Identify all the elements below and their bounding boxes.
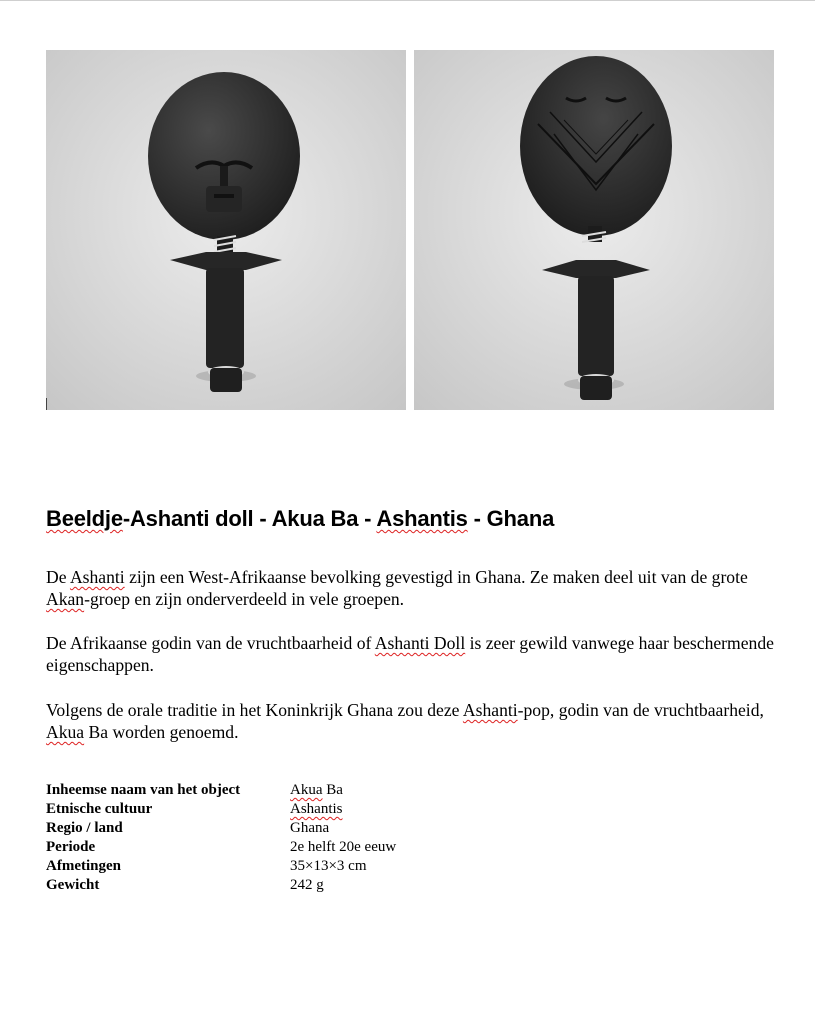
photo-front-view [46, 50, 406, 410]
title-part-3: Ashantis [376, 506, 468, 531]
p1-text-a: De [46, 567, 70, 587]
p3-text-e: Ba worden genoemd. [84, 722, 239, 742]
ashanti-doll-back-icon [414, 50, 774, 410]
p3-word-akua: Akua [46, 722, 85, 742]
spec-value [290, 857, 367, 876]
spec-value-b: Ba [322, 782, 343, 798]
p1-word-akan: Akan [46, 589, 85, 609]
p2-text-c: is zeer gewild vanwege haar beschermende eigenschappen. [46, 633, 774, 675]
ashanti-doll-front-icon [46, 50, 406, 410]
spec-value-b: 242 g [290, 877, 324, 893]
paragraph-intro [46, 566, 786, 610]
p3-text-a: Volgens de orale traditie in het Koninkrijk Ghana zou deze [46, 700, 463, 720]
p1-word-ashanti: Ashanti [69, 567, 125, 587]
p3-word-ashanti: Ashanti [462, 700, 518, 720]
spec-row [46, 819, 396, 838]
p1-text-e: -groep en zijn onderverdeeld in vele groepen. [84, 589, 405, 609]
spec-value [290, 819, 329, 838]
spec-row [46, 876, 396, 895]
paragraph-goddess [46, 632, 786, 676]
document-title [46, 506, 554, 532]
specs-table [46, 781, 396, 895]
p3-text-c: -pop, godin van de vruchtbaarheid, [517, 700, 764, 720]
spec-value [290, 876, 324, 895]
spec-label: Afmetingen [46, 858, 121, 874]
spec-label: Inheemse naam van het object [46, 782, 241, 798]
spec-value [290, 800, 343, 819]
spec-value-b: Ghana [290, 820, 330, 836]
spec-value-b: 35×13×3 cm [290, 858, 367, 874]
title-part-1: Beeldje [46, 506, 123, 531]
p2-text-a: De Afrikaanse godin van de vruchtbaarheid of [46, 633, 375, 653]
paragraph-tradition [46, 699, 786, 743]
spec-row [46, 857, 396, 876]
spec-value [290, 781, 343, 800]
spec-value-a: Ashantis [290, 801, 343, 817]
spec-label: Gewicht [46, 877, 100, 893]
p2-word-ashanti-doll: Ashanti Doll [374, 633, 466, 653]
top-border [0, 0, 815, 1]
spec-value-b: 2e helft 20e eeuw [290, 839, 397, 855]
spec-row [46, 800, 396, 819]
spec-value-a: Akua [290, 782, 323, 798]
text-cursor [46, 398, 47, 410]
spec-row [46, 781, 396, 800]
spec-label: Etnische cultuur [46, 801, 153, 817]
spec-value [290, 838, 396, 857]
title-part-4: - Ghana [467, 506, 555, 531]
spec-label: Regio / land [46, 820, 123, 836]
spec-row [46, 838, 396, 857]
title-part-2: -Ashanti doll - Akua Ba - [122, 506, 377, 531]
spec-label: Periode [46, 839, 96, 855]
p1-text-c: zijn een West-Afrikaanse bevolking gevestigd in Ghana. Ze maken deel uit van de grote [124, 567, 748, 587]
photo-back-view [414, 50, 774, 410]
